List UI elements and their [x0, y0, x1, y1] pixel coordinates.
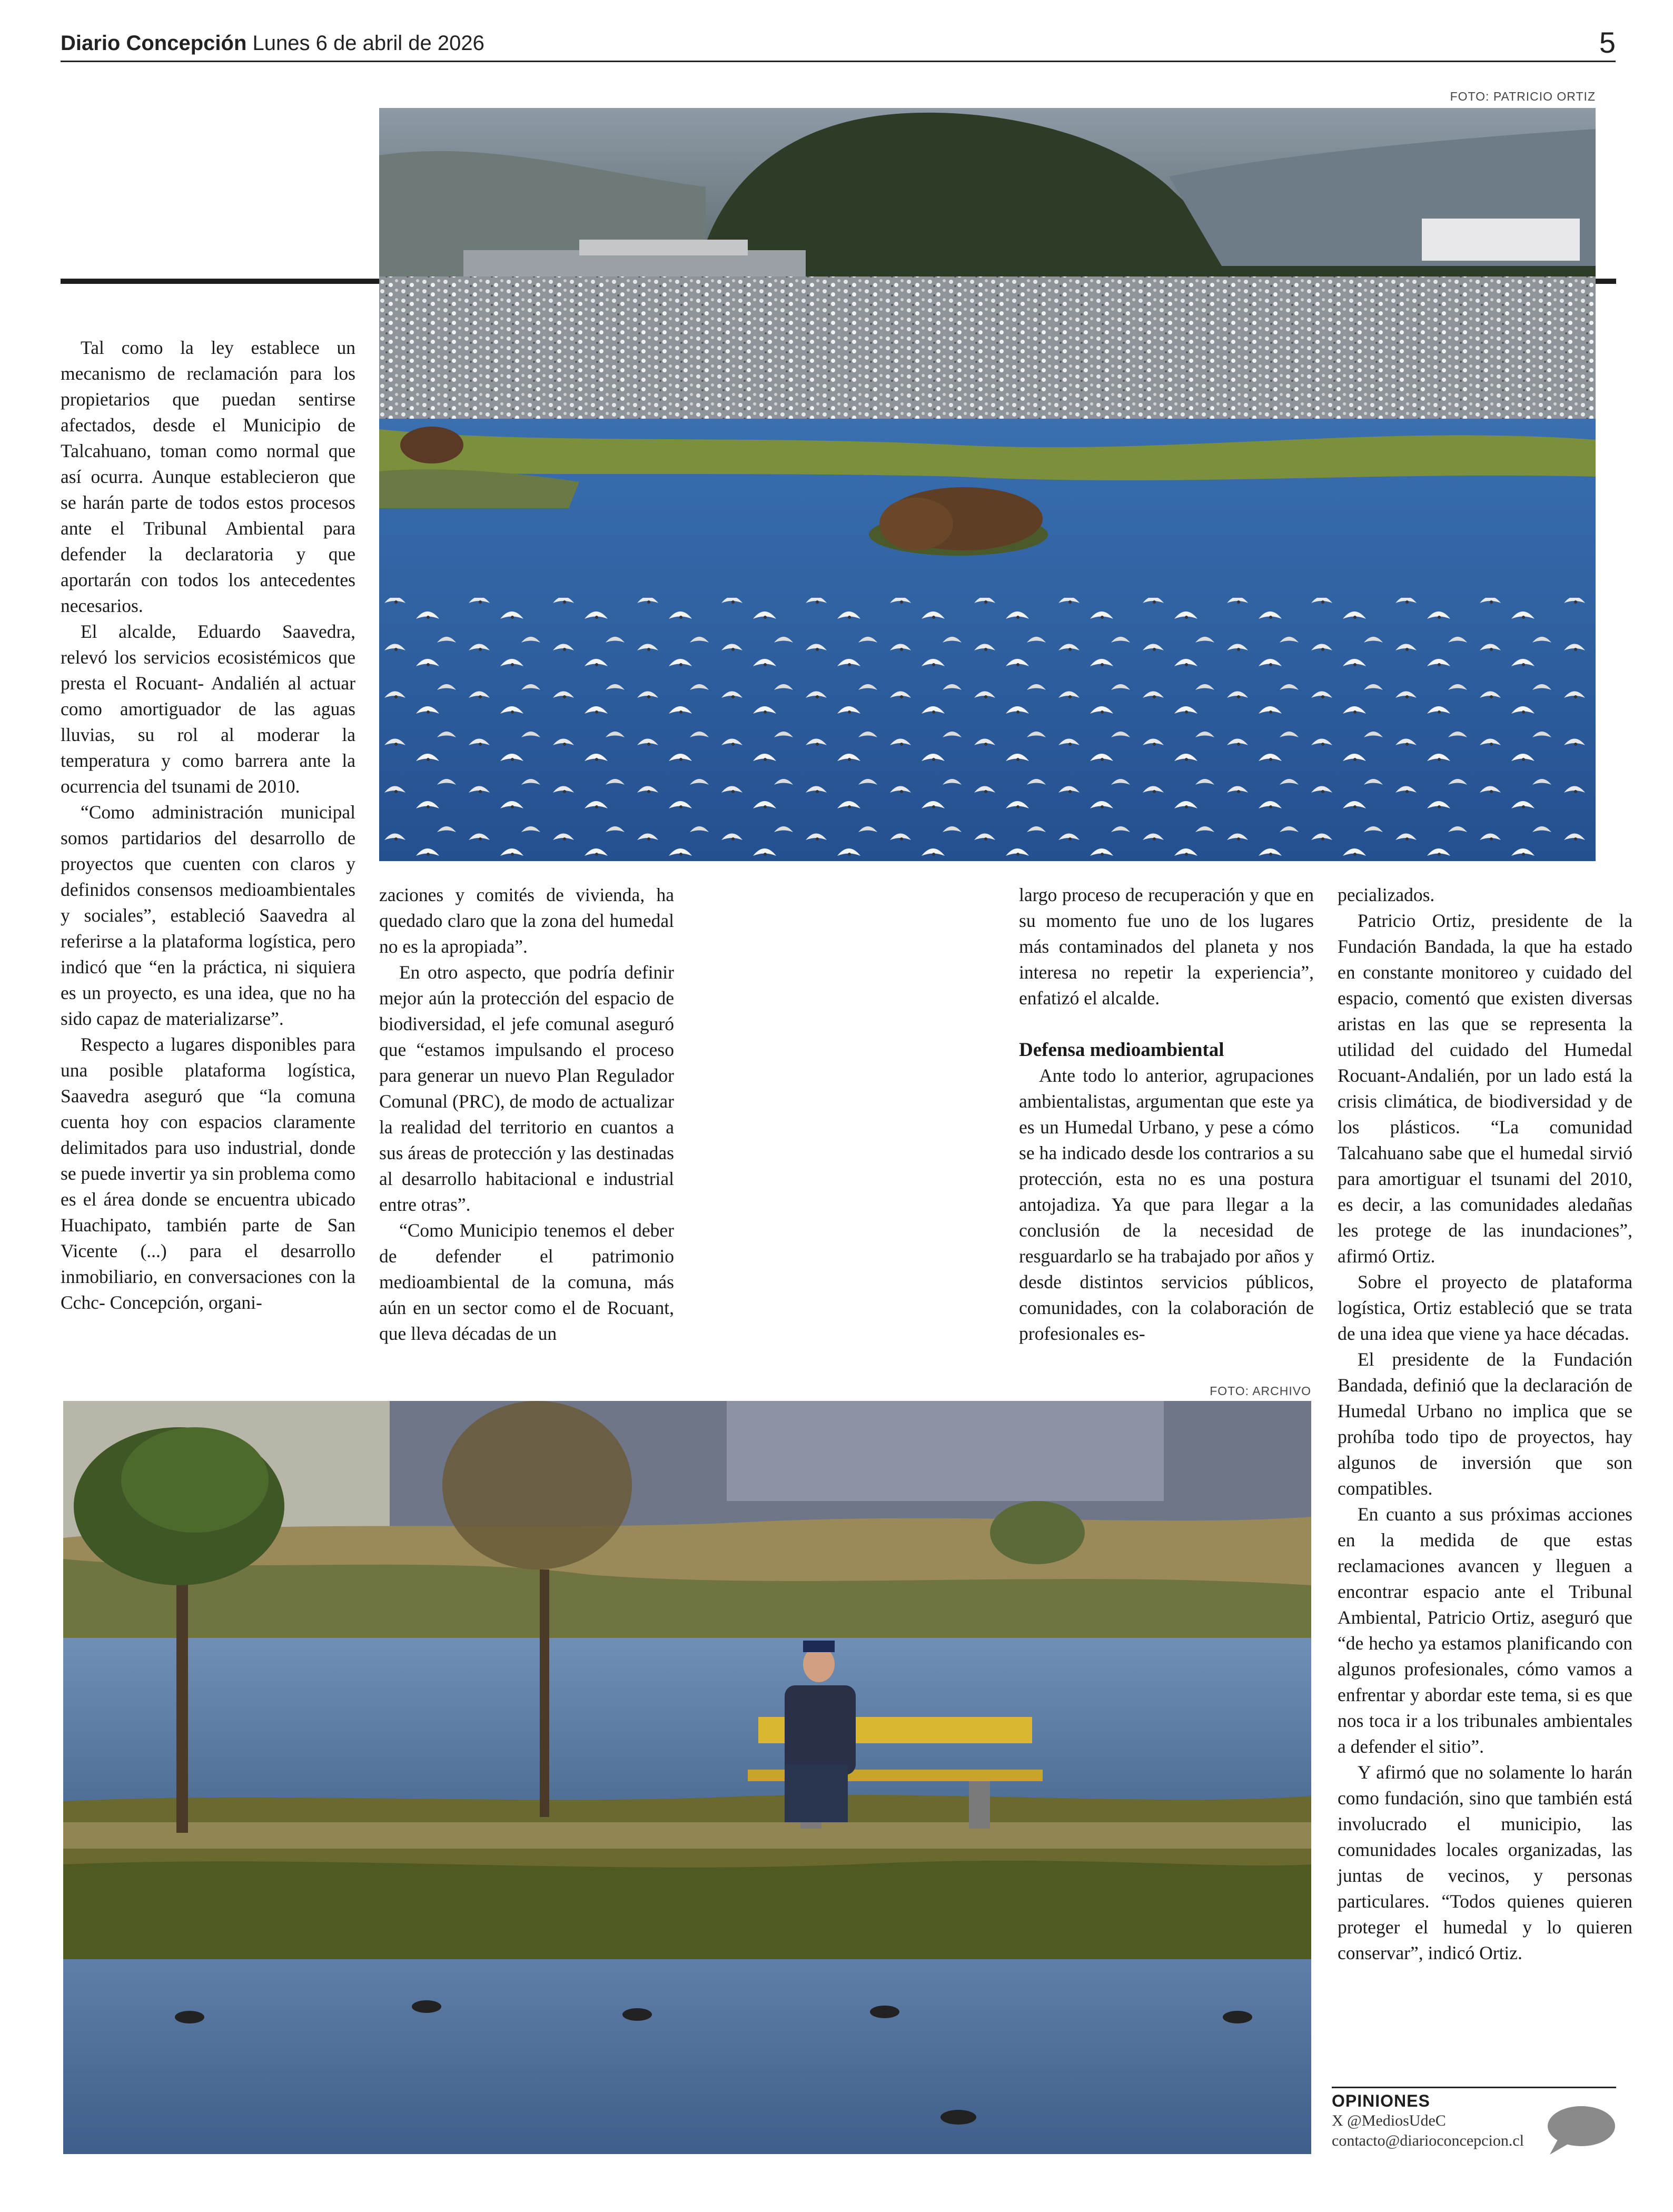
- newspaper-name: Diario Concepción: [61, 32, 247, 55]
- paragraph: zaciones y comités de vivienda, ha quedado claro que la zona del humedal no es la apropiada”.: [379, 884, 674, 957]
- subheading: Defensa medioambiental: [1019, 1039, 1224, 1061]
- page-header: [61, 27, 1616, 62]
- paragraph: En cuanto a sus próximas acciones en la medida de que estas reclamaciones avancen y lleguen a encontrar espacio ante el Tribunal Ambiental, Patricio Ortiz, aseguró que “de hecho ya estamos planificando con algunos profesionales, cómo vamos a enfrentar y abordar este tema, si es que nos toca ir a los tribunales ambientales a defender el sitio”.: [1338, 1504, 1632, 1757]
- issue-date: Lunes 6 de abril de 2026: [252, 32, 484, 55]
- paragraph: En otro aspecto, que podría definir mejor aún la protección del espacio de biodiversidad, el jefe comunal aseguró que “estamos impulsando el proceso para generar un nuevo Plan Regulador Comunal (PRC), de modo de actualizar la realidad del territorio en cuantos a sus áreas de protección y las destinadas al desarrollo habitacional e industrial entre otras”.: [379, 962, 674, 1215]
- paragraph: El presidente de la Fundación Bandada, definió que la declaración de Humedal Urbano no implica que se prohíba todo tipo de proyectos, hay algunos de inversión que son compatibles.: [1338, 1349, 1632, 1499]
- top-photo-credit: FOTO: PATRICIO ORTIZ: [1450, 90, 1596, 103]
- speech-bubble-icon: [1542, 2104, 1616, 2157]
- paragraph: Y afirmó que no solamente lo harán como fundación, sino que también está involucrado el municipio, las comunidades locales organizadas, las juntas de vecinos, y personas particulares. “Todos quienes quieren proteger el humedal y lo quieren conservar”, indicó Ortiz.: [1338, 1762, 1632, 1963]
- opiniones-box: [1332, 2087, 1616, 2151]
- paragraph: largo proceso de recuperación y que en su momento fue uno de los lugares más contaminados del planeta y nos interesa no repetir la experiencia”, enfatizó el alcalde.: [1019, 884, 1314, 1009]
- bottom-photo-lagoon-bench: [63, 1401, 1311, 2154]
- paragraph: Sobre el proyecto de plataforma logística, Ortiz estableció que se trata de una idea que viene ya hace décadas.: [1338, 1271, 1632, 1344]
- section-rule-left: [61, 279, 379, 284]
- paragraph: Tal como la ley establece un mecanismo de reclamación para los propietarios que puedan sentirse afectados, desde el Municipio de Talcahuano, toman como normal que así ocurra. Aunque establecieron que se harán parte de todos estos procesos ante el Tribunal Ambiental para defender la declaratoria y que aportarán con todos los antecedentes necesarios.: [61, 337, 355, 616]
- paragraph: El alcalde, Eduardo Saavedra, relevó los servicios ecosistémicos que presta el Rocuant- Andalién al actuar como amortiguador de las aguas lluvias, su rol al moderar la temperatura y como barrera ante la ocurrencia del tsunami de 2010.: [61, 621, 355, 797]
- masthead: [61, 32, 484, 55]
- contact-email: contacto@diarioconcepcion.cl: [1332, 2132, 1524, 2149]
- article-column-1: [61, 335, 355, 1316]
- paragraph: “Como administración municipal somos partidarios del desarrollo de proyectos que cuenten con claros y definidos consensos medioambientales y sociales”, estableció Saavedra al referirse a la plataforma logística, pero indicó que “en la práctica, ni siquiera es un proyecto, es una idea, que no ha sido capaz de materializarse”.: [61, 802, 355, 1029]
- article-column-3: [1019, 882, 1314, 1347]
- paragraph: Patricio Ortiz, presidente de la Fundación Bandada, la que ha estado en constante monitoreo y cuidado del espacio, comentó que existen diversas aristas en las que se representa la utilidad del cuidado del Humedal Rocuant-Andalién, por un lado está la crisis climática, de biodiversidad y de los plásticos. “La comunidad Talcahuano sabe que el humedal sirvió para amortiguar el tsunami del 2010, es decir, a las comunidades aledañas les protege de las inundaciones”, afirmó Ortiz.: [1338, 910, 1632, 1267]
- paragraph: Ante todo lo anterior, agrupaciones ambientalistas, argumentan que este ya es un Humedal Urbano, y pese a cómo se ha indicado desde los contrarios a su protección, esta no es una postura antojadiza. Ya que para llegar a la conclusión de la necesidad de resguardarlo se ha trabajado por años y desde distintos servicios públicos, comunidades, con la colaboración de profesionales es-: [1019, 1065, 1314, 1344]
- article-column-4: [1338, 882, 1632, 1966]
- bottom-photo-credit: FOTO: ARCHIVO: [1210, 1384, 1311, 1398]
- opiniones-title: OPINIONES: [1332, 2091, 1430, 2110]
- page-number: 5: [1599, 26, 1616, 59]
- twitter-handle: X @MediosUdeC: [1332, 2112, 1446, 2129]
- paragraph: pecializados.: [1338, 884, 1435, 905]
- paragraph: “Como Municipio tenemos el deber de defender el patrimonio medioambiental de la comuna, más aún en un sector como el de Rocuant, que lleva décadas de un: [379, 1220, 674, 1344]
- top-photo-wetland-birds: [379, 108, 1596, 861]
- paragraph: Respecto a lugares disponibles para una posible plataforma logística, Saavedra aseguró que “la comuna cuenta hoy con espacios claramente delimitados para uso industrial, donde se puede invertir ya sin problema como es el área donde se encuentra ubicado Huachipato, también parte de San Vicente (...) para el desarrollo inmobiliario, en conversaciones con la Cchc- Concepción, organi-: [61, 1034, 355, 1313]
- article-column-2: [379, 882, 674, 1347]
